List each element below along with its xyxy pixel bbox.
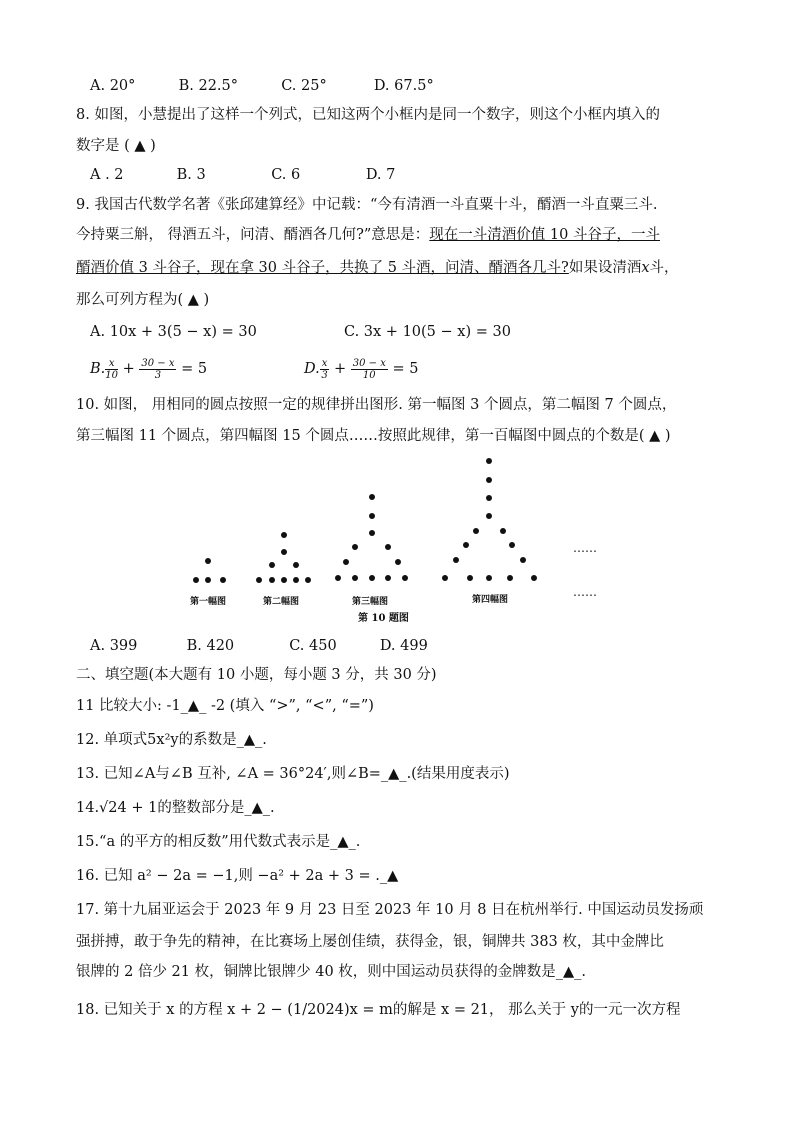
q9-option-d-fraction1 bbox=[320, 358, 330, 381]
fraction-denominator: 3 bbox=[154, 369, 162, 381]
q9-option-c: C. 3x + 10(5 − x) = 30 bbox=[344, 324, 511, 340]
q10-figure bbox=[180, 450, 620, 630]
fraction-numerator: x bbox=[321, 357, 328, 369]
q11: 11 比较大小: -1_▲_ -2 (填入 “>”, “<”, “=”) bbox=[76, 698, 374, 714]
q9-line3-end: 斗， bbox=[649, 260, 679, 276]
q7-option-d: D. 67.5° bbox=[373, 78, 434, 94]
equals-value: = 5 bbox=[387, 361, 419, 377]
q10-line1: 10. 如图， 用相同的圆点按照一定的规律拼出图形. 第一幅图 3 个圆点，第二幅图 7 个圆点， bbox=[76, 397, 677, 413]
plus-sign: + bbox=[329, 361, 351, 377]
q8-option-c: C. 6 bbox=[271, 167, 301, 183]
q9-option-b-label: B. bbox=[90, 361, 106, 377]
q10-line2: 第三幅图 11 个圆点，第四幅图 15 个圆点……按照此规律，第一百幅图中圆点的个数是( ▲ ) bbox=[76, 428, 671, 444]
q9-line2 bbox=[76, 225, 660, 245]
q10-option-c: C. 450 bbox=[289, 638, 337, 654]
q10-option-b: B. 420 bbox=[186, 638, 235, 654]
q8-line1: 8. 如图，小慧提出了这样一个列式，已知这两个小框内是同一个数字，则这个小框内填入的 bbox=[76, 107, 660, 123]
q9-line2-underlined: 现在一斗清酒价值 10 斗谷子，一斗 bbox=[429, 227, 660, 243]
q10-option-d: D. 499 bbox=[379, 638, 428, 654]
q14: 14.√24 + 1的整数部分是_▲_. bbox=[76, 800, 275, 816]
q9-line1: 9. 我国古代数学名著《张邱建算经》中记载：“今有清酒一斗直粟十斗，醑酒一斗直粟三斗. bbox=[76, 197, 658, 213]
q8-line2: 数字是 ( ▲ ) bbox=[76, 138, 156, 154]
q13: 13. 已知∠A与∠B 互补, ∠A = 36°24′,则∠B=_▲_.(结果用度表示) bbox=[76, 766, 510, 782]
q9-line4: 那么可列方程为( ▲ ) bbox=[76, 292, 210, 308]
q9-line3-underlined: 醑酒价值 3 斗谷子，现在拿 30 斗谷子，共换了 5 斗酒，问清、醑酒各几斗? bbox=[76, 260, 569, 276]
q10-ellipsis-top: …… bbox=[573, 541, 597, 555]
plus-sign: + bbox=[118, 361, 140, 377]
section-2-heading: 二、填空题(本大题有 10 小题，每小题 3 分，共 30 分) bbox=[76, 667, 437, 683]
fraction-denominator: 10 bbox=[105, 369, 118, 381]
fraction-numerator: 30 − x bbox=[141, 357, 175, 369]
q17-line2: 强拼搏，敢于争先的精神，在比赛场上屡创佳绩，获得金，银，铜牌共 383 枚，其中金牌比 bbox=[76, 934, 664, 950]
q10-option-a: A. 399 bbox=[90, 638, 138, 654]
q10-ellipsis-bottom: …… bbox=[573, 585, 597, 599]
q7-option-a: A. 20° bbox=[90, 78, 136, 94]
q9-option-d-label: D. bbox=[304, 361, 320, 377]
q9-option-d bbox=[304, 354, 418, 384]
q10-figure-label-1: 第一幅图 bbox=[190, 597, 227, 607]
fraction-numerator: x bbox=[105, 358, 118, 370]
q17-line3: 银牌的 2 倍少 21 枚，铜牌比银牌少 40 枚，则中国运动员获得的金牌数是_▲_. bbox=[76, 964, 587, 980]
dot-pattern-1 bbox=[193, 558, 226, 583]
q8-options bbox=[90, 165, 395, 185]
q16: 16. 已知 a² − 2a = −1,则 −a² + 2a + 3 = ._▲ bbox=[76, 868, 399, 884]
q9-option-a: A. 10x + 3(5 − x) = 30 bbox=[90, 324, 257, 340]
q7-option-c: C. 25° bbox=[281, 78, 327, 94]
q8-option-a: A . 2 bbox=[90, 167, 124, 183]
q9-line3 bbox=[76, 258, 679, 278]
q15: 15.“a 的平方的相反数”用代数式表示是_▲_. bbox=[76, 834, 361, 850]
dot-pattern-2 bbox=[256, 532, 311, 583]
q7-option-b: B. 22.5° bbox=[178, 78, 239, 94]
equals-value: = 5 bbox=[176, 361, 208, 377]
q9-line2-text: 今持粟三斛， 得酒五斗，问清、醑酒各几何?”意思是： bbox=[76, 227, 430, 243]
q10-figure-label-4: 第四幅图 bbox=[472, 595, 509, 605]
dot-pattern-3 bbox=[335, 494, 408, 581]
q9-option-b-fraction1 bbox=[105, 358, 118, 381]
q10-figure-label-2: 第二幅图 bbox=[263, 597, 300, 607]
q8-option-d: D. 7 bbox=[365, 167, 396, 183]
q10-figure-label-3: 第三幅图 bbox=[352, 597, 389, 607]
fraction-numerator: 30 − x bbox=[352, 357, 386, 369]
q9-line3-text: 如果设清酒 bbox=[568, 260, 642, 276]
q9-variable-x: x bbox=[641, 260, 650, 276]
q9-option-d-fraction2 bbox=[351, 358, 388, 381]
q10-figure-caption: 第 10 题图 bbox=[358, 613, 409, 624]
q9-option-b-fraction2 bbox=[139, 358, 176, 381]
q8-option-b: B. 3 bbox=[176, 167, 206, 183]
q17-line1: 17. 第十九届亚运会于 2023 年 9 月 23 日至 2023 年 10 月 8 日在杭州举行. 中国运动员发扬顽 bbox=[76, 902, 704, 918]
q18: 18. 已知关于 x 的方程 x + 2 − (1/2024)x = m的解是 x = 21， 那么关于 y的一元一次方程 bbox=[76, 1002, 681, 1018]
q7-options bbox=[90, 76, 434, 96]
fraction-denominator: 10 bbox=[362, 369, 376, 381]
fraction-denominator: 3 bbox=[321, 369, 328, 381]
q10-options bbox=[90, 636, 428, 656]
dot-pattern-4 bbox=[442, 458, 537, 581]
q12: 12. 单项式5x²y的系数是_▲_. bbox=[76, 732, 267, 748]
q9-option-b bbox=[90, 354, 207, 384]
